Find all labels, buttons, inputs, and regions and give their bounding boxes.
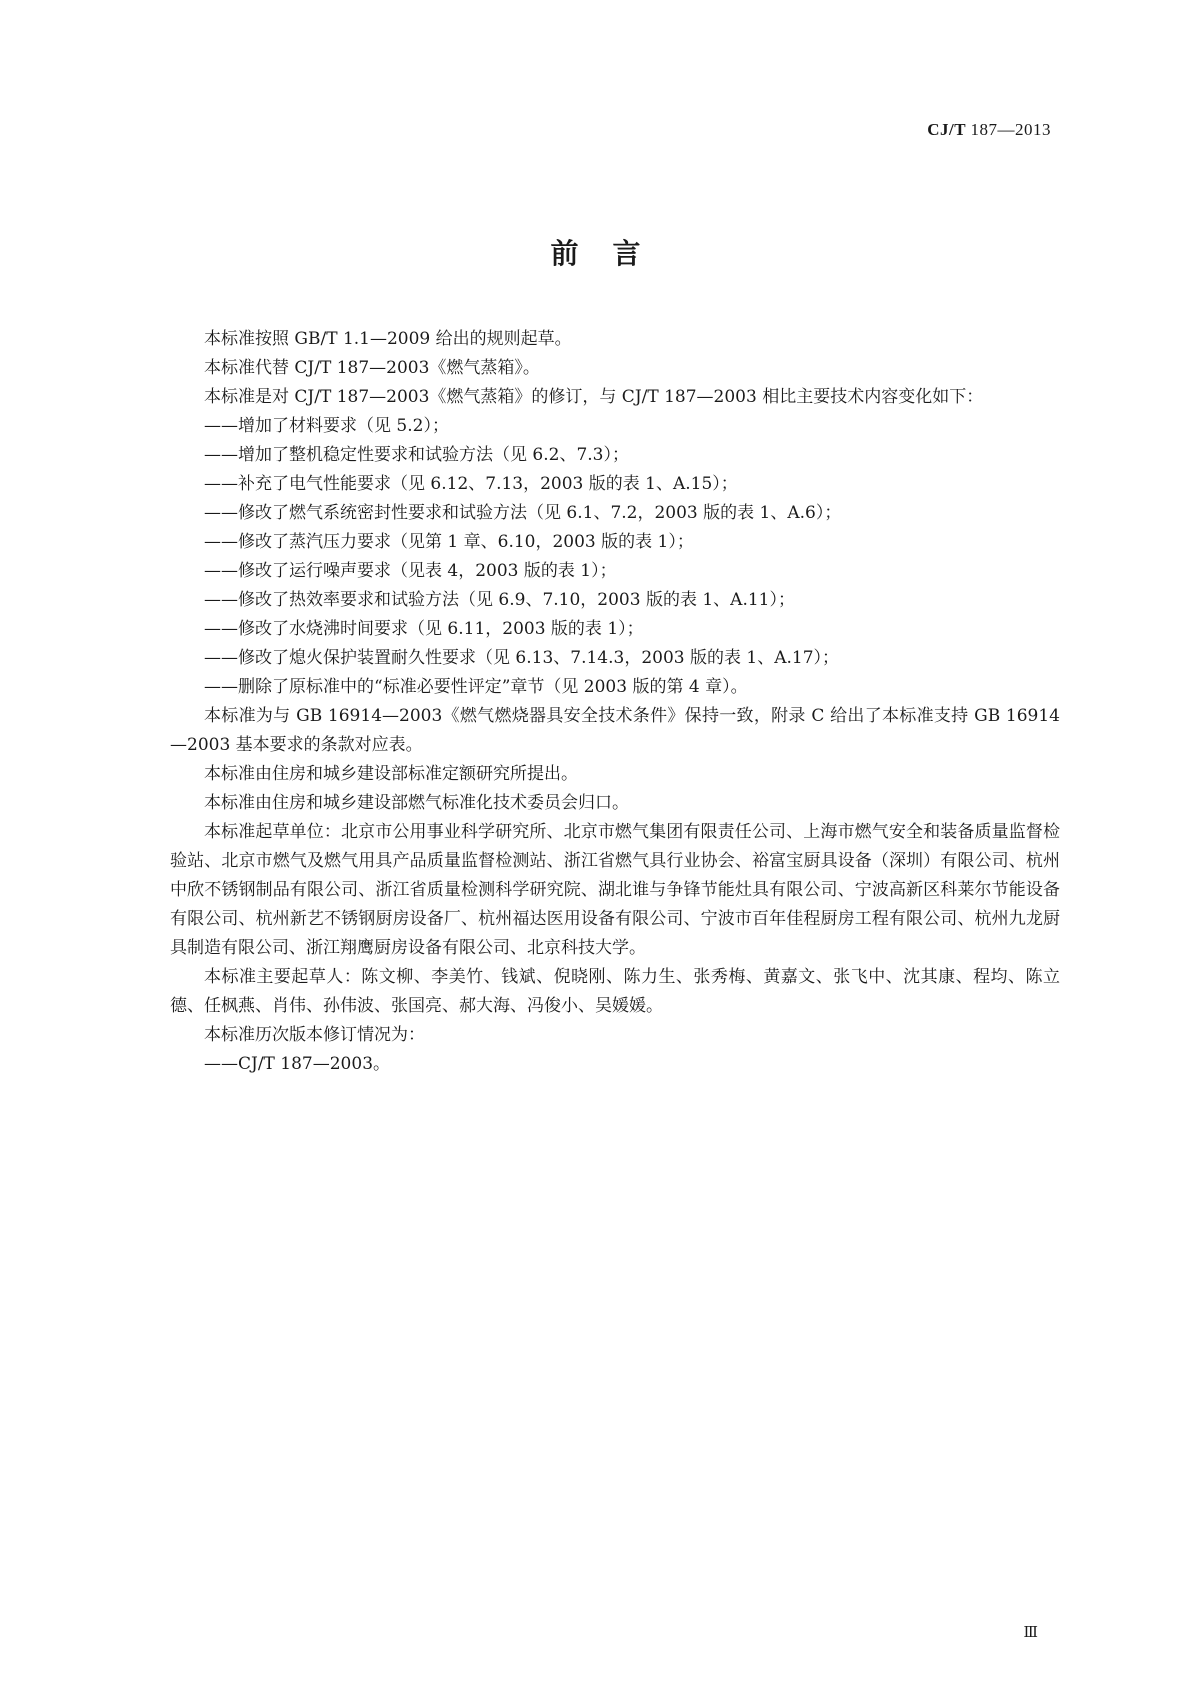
standard-code-number: 187—2013	[970, 120, 1051, 139]
paragraph-centralized-by: 本标准由住房和城乡建设部燃气标准化技术委员会归口。	[204, 793, 629, 813]
paragraph-drafting-rules: 本标准按照 GB/T 1.1—2009 给出的规则起草。	[204, 329, 572, 349]
list-item: ——修改了蒸汽压力要求（见第 1 章、6.10，2003 版的表 1）；	[204, 532, 694, 552]
paragraph-proposed-by: 本标准由住房和城乡建设部标准定额研究所提出。	[204, 764, 578, 784]
paragraph-replaces: 本标准代替 CJ/T 187—2003《燃气蒸箱》。	[204, 358, 540, 378]
list-item: ——修改了燃气系统密封性要求和试验方法（见 6.1、7.2，2003 版的表 1、A.6）；	[204, 503, 842, 523]
list-item: ——修改了水烧沸时间要求（见 6.11，2003 版的表 1）；	[204, 619, 644, 639]
foreword-body	[170, 325, 1060, 1079]
list-item: ——删除了原标准中的“标准必要性评定”章节（见 2003 版的第 4 章）。	[204, 677, 748, 697]
paragraph-revision-intro: 本标准是对 CJ/T 187—2003《燃气蒸箱》的修订，与 CJ/T 187—2003 相比主要技术内容变化如下：	[204, 387, 984, 407]
paragraph-drafting-units: 本标准起草单位：北京市公用事业科学研究所、北京市燃气集团有限责任公司、上海市燃气安全和装备质量监督检验站、北京市燃气及燃气用具产品质量监督检测站、浙江省燃气具行业协会、裕富宝厨具设备（深圳）有限公司、杭州中欣不锈钢制品有限公司、浙江省质量检测科学研究院、湖北谁与争锋节能灶具有限公司、宁波高新区科莱尔节能设备有限公司、杭州新艺不锈钢厨房设备厂、杭州福达医用设备有限公司、宁波市百年佳程厨房工程有限公司、杭州九龙厨具制造有限公司、浙江翔鹰厨房设备有限公司、北京科技大学。	[170, 822, 1060, 958]
list-item: ——CJ/T 187—2003。	[204, 1054, 391, 1074]
list-item: ——修改了熄火保护装置耐久性要求（见 6.13、7.14.3，2003 版的表 1、A.17）；	[204, 648, 840, 668]
list-item: ——修改了热效率要求和试验方法（见 6.9、7.10，2003 版的表 1、A.11）；	[204, 590, 795, 610]
list-item: ——补充了电气性能要求（见 6.12、7.13，2003 版的表 1、A.15）；	[204, 474, 738, 494]
list-item: ——增加了材料要求（见 5.2）；	[204, 416, 449, 436]
list-item: ——增加了整机稳定性要求和试验方法（见 6.2、7.3）；	[204, 445, 629, 465]
standard-code-prefix: CJ/T	[927, 120, 966, 139]
paragraph-consistency: 本标准为与 GB 16914—2003《燃气燃烧器具安全技术条件》保持一致，附录 C 给出了本标准支持 GB 16914—2003 基本要求的条款对应表。	[170, 706, 1060, 755]
page-title: 前言	[550, 237, 675, 270]
paragraph-drafters: 本标准主要起草人：陈文柳、李美竹、钱斌、倪晓刚、陈力生、张秀梅、黄嘉文、张飞中、沈其康、程均、陈立德、任枫燕、肖伟、孙伟波、张国亮、郝大海、冯俊小、吴媛媛。	[170, 967, 1060, 1016]
paragraph-history-intro: 本标准历次版本修订情况为：	[204, 1025, 425, 1045]
list-item: ——修改了运行噪声要求（见表 4，2003 版的表 1）；	[204, 561, 617, 581]
standard-code	[927, 120, 1051, 140]
page-number: Ⅲ	[1023, 1625, 1038, 1641]
